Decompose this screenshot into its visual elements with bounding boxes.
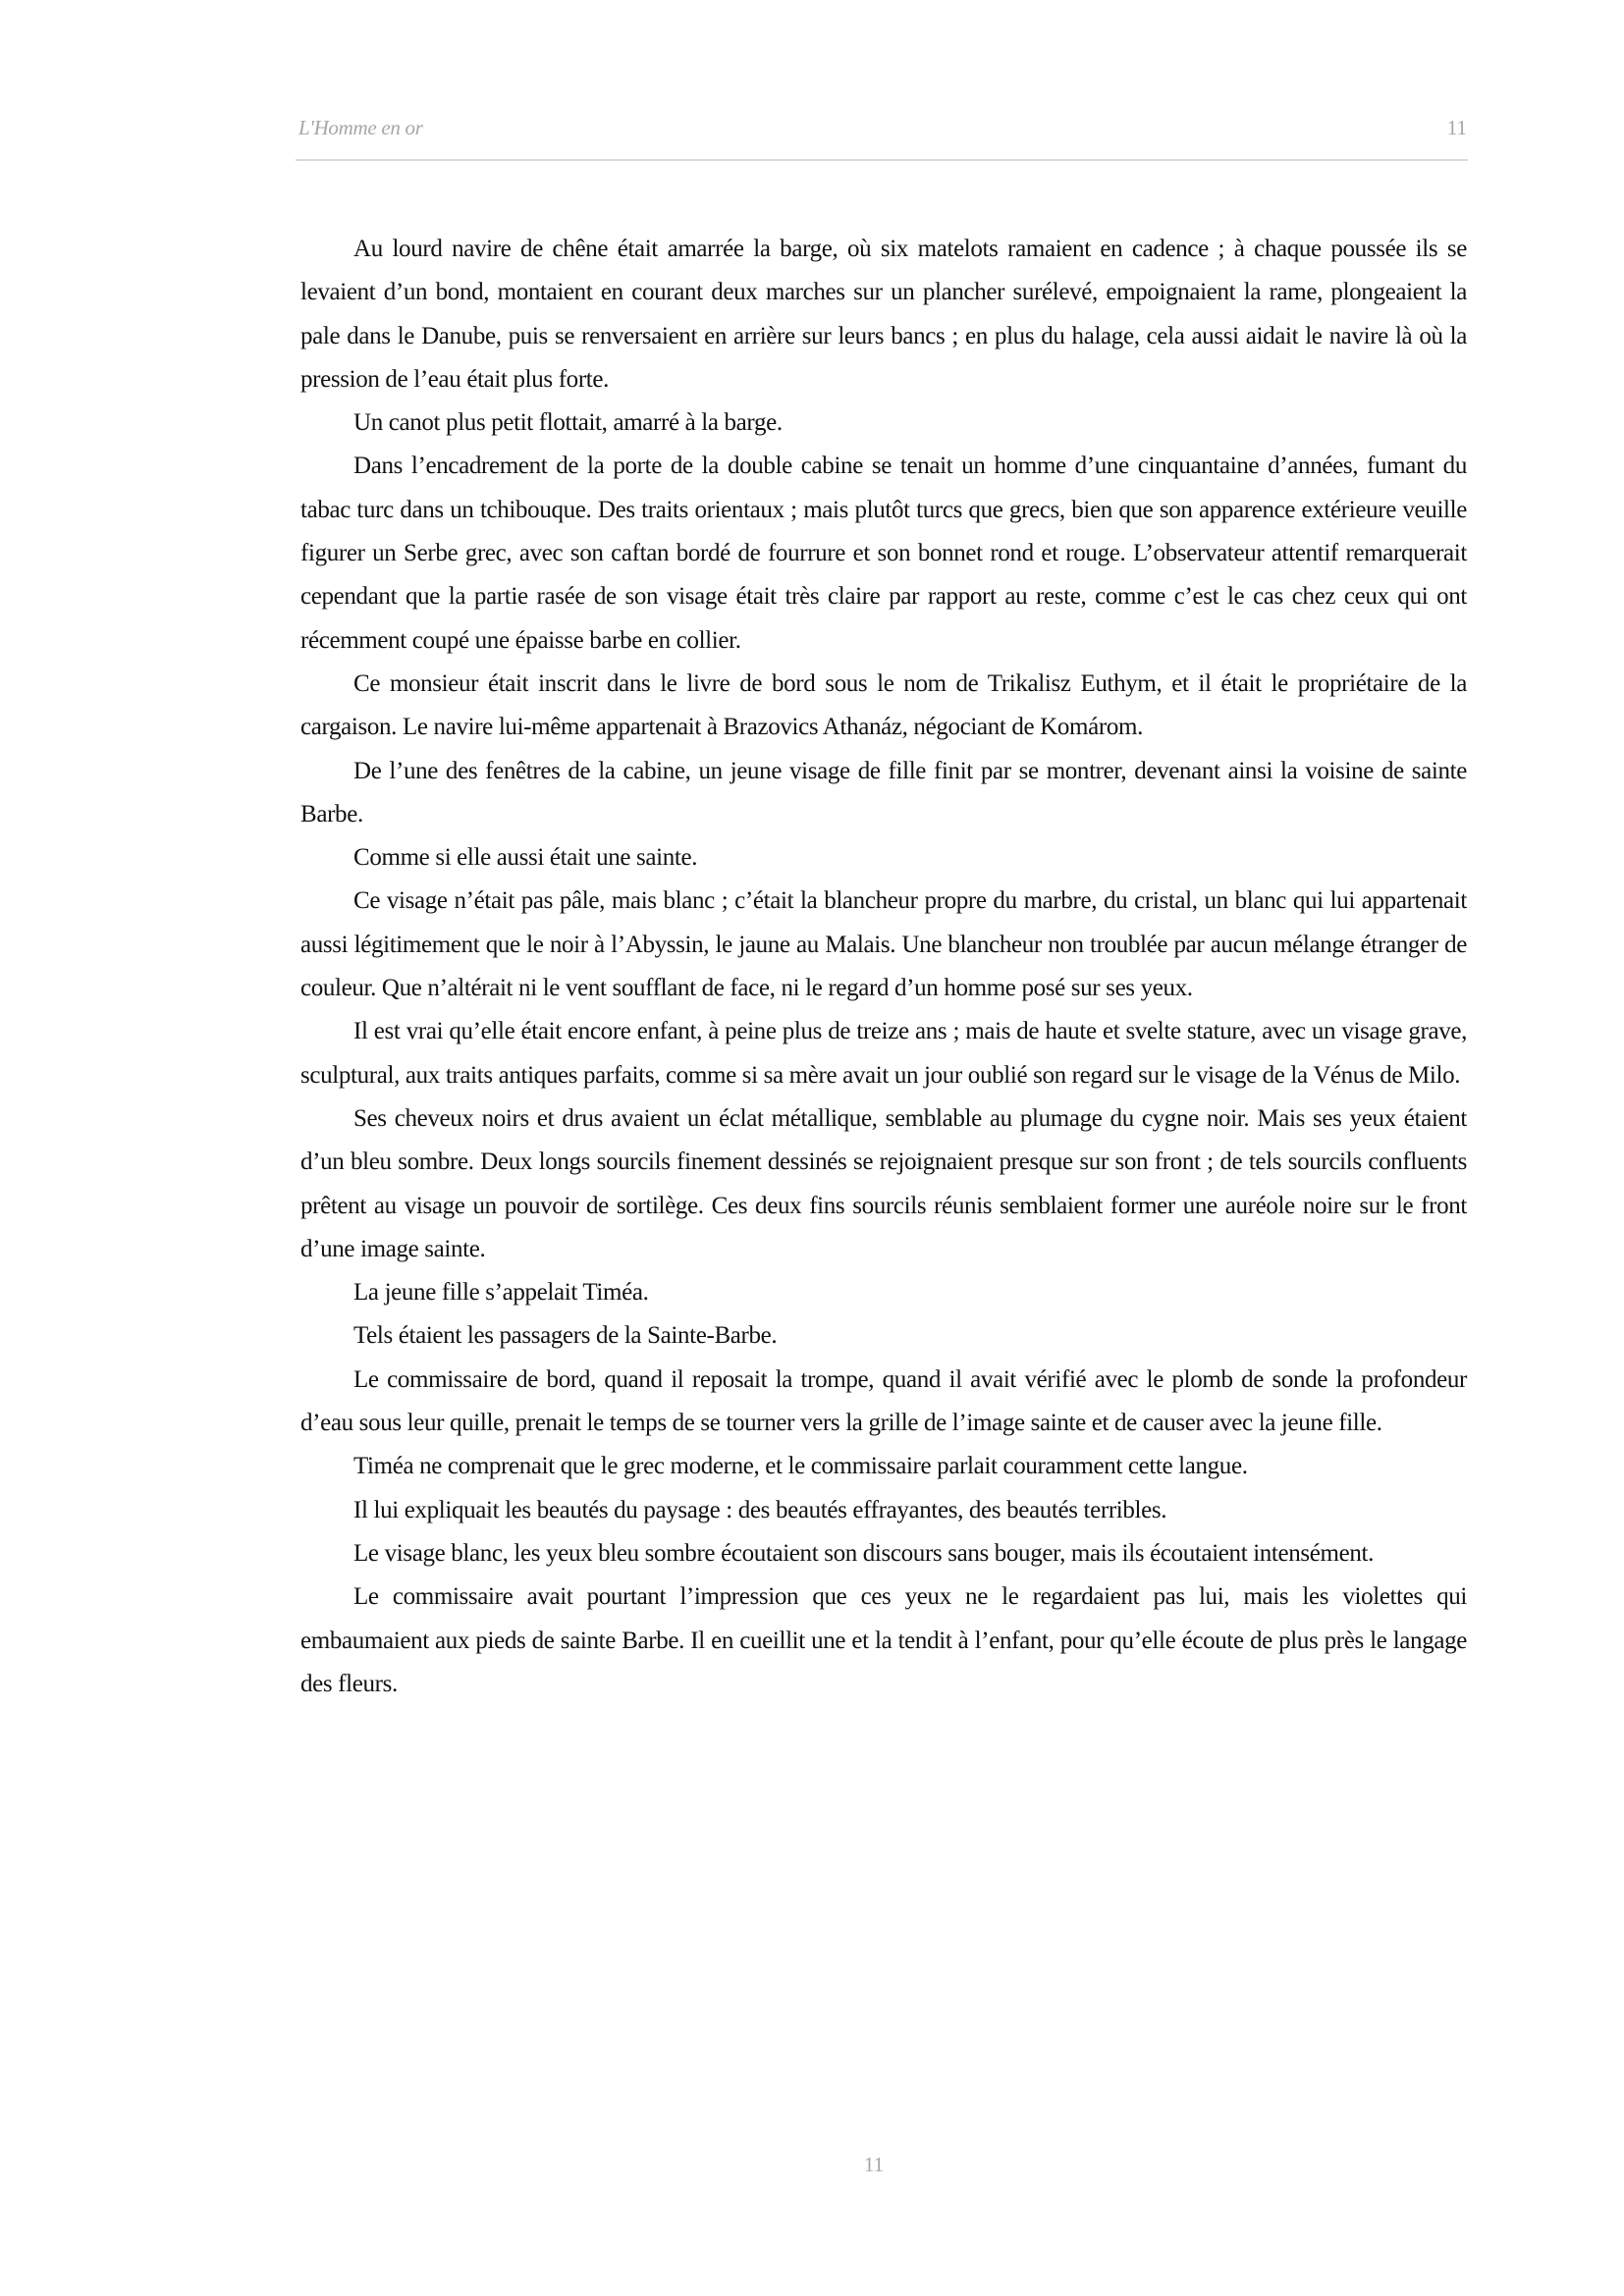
paragraph: Tels étaient les passagers de la Sainte-Barbe. (353, 1322, 778, 1350)
paragraph: Un canot plus petit flottait, amarré à la barge. (353, 409, 783, 437)
paragraph: De l’une des fenêtres de la cabine, un jeune visage de fille finit par se montrer, devenant ainsi la voisine de sainte Barbe. (300, 757, 1467, 828)
paragraph: La jeune fille s’appelait Timéa. (353, 1279, 649, 1307)
paragraph: Ses cheveux noirs et drus avaient un éclat métallique, semblable au plumage du cygne noir. Mais ses yeux étaient d’un bleu sombre. Deux longs sourcils finement dessinés se rejoignaient presque sur son front ; de tels sourcils confluents prêtent au visage un pouvoir de sortilège. Ces deux fins sourcils réunis semblaient former une auréole noire sur le front d’une image sainte. (300, 1104, 1467, 1262)
paragraph: Au lourd navire de chêne était amarrée la barge, où six matelots ramaient en cadence ; à chaque poussée ils se levaient d’un bond, montaient en courant deux marches sur un plancher surélevé, empoignaient la rame, plongeaient la pale dans le Danube, puis se renversaient en arrière sur leurs bancs ; en plus du halage, cela aussi aidait le navire là où la pression de l’eau était plus forte. (300, 236, 1467, 393)
paragraph: Il lui expliquait les beautés du paysage : des beautés effrayantes, des beautés terribles. (353, 1496, 1167, 1523)
paragraph: Le commissaire avait pourtant l’impression que ces yeux ne le regardaient pas lui, mais les violettes qui embaumaient aux pieds de sainte Barbe. Il en cueillit une et la tendit à l’enfant, pour qu’elle écoute de plus près le langage des fleurs. (300, 1583, 1467, 1697)
paragraph: Le commissaire de bord, quand il reposait la trompe, quand il avait vérifié avec le plomb de sonde la profondeur d’eau sous leur quille, prenait le temps de se tourner vers la grille de l’image sainte et de causer avec la jeune fille. (300, 1365, 1467, 1437)
paragraph: Ce visage n’était pas pâle, mais blanc ; c’était la blancheur propre du marbre, du cristal, un blanc qui lui appartenait aussi légitimement que le noir à l’Abyssin, le jaune au Malais. Une blancheur non troublée par aucun mélange étranger de couleur. Que n’altérait ni le vent soufflant de face, ni le regard d’un homme posé sur ses yeux. (300, 887, 1467, 1002)
paragraph: Le visage blanc, les yeux bleu sombre écoutaient son discours sans bouger, mais ils écoutaient intensément. (353, 1539, 1375, 1567)
paragraph: Comme si elle aussi était une sainte. (353, 844, 698, 872)
header-divider (296, 159, 1468, 161)
paragraph: Dans l’encadrement de la porte de la double cabine se tenait un homme d’une cinquantaine d’années, fumant du tabac turc dans un tchibouque. Des traits orientaux ; mais plutôt turcs que grecs, bien que son apparence extérieure veuille figurer un Serbe grec, avec son caftan bordé de fourrure et son bonnet rond et rouge. L’observateur attentif remarquerait cependant que la partie rasée de son visage était très claire par rapport au reste, comme c’est le cas chez ceux qui ont récemment coupé une épaisse barbe en collier. (300, 453, 1467, 654)
paragraph: Ce monsieur était inscrit dans le livre de bord sous le nom de Trikalisz Euthym, et il était le propriétaire de la cargaison. Le navire lui-même appartenait à Brazovics Athanáz, négociant de Komárom. (300, 669, 1467, 741)
paragraph: Il est vrai qu’elle était encore enfant, à peine plus de treize ans ; mais de haute et svelte stature, avec un visage grave, sculptural, aux traits antiques parfaits, comme si sa mère avait un jour oublié son regard sur le visage de la Vénus de Milo. (300, 1018, 1467, 1089)
body-text (300, 228, 1467, 1706)
paragraph: Timéa ne comprenait que le grec moderne, et le commissaire parlait couramment cette langue. (353, 1453, 1248, 1480)
book-title: L'Homme en or (298, 116, 423, 139)
header-page-number: 11 (1446, 116, 1467, 139)
footer-page-number: 11 (863, 2153, 885, 2176)
running-header (298, 116, 1467, 151)
